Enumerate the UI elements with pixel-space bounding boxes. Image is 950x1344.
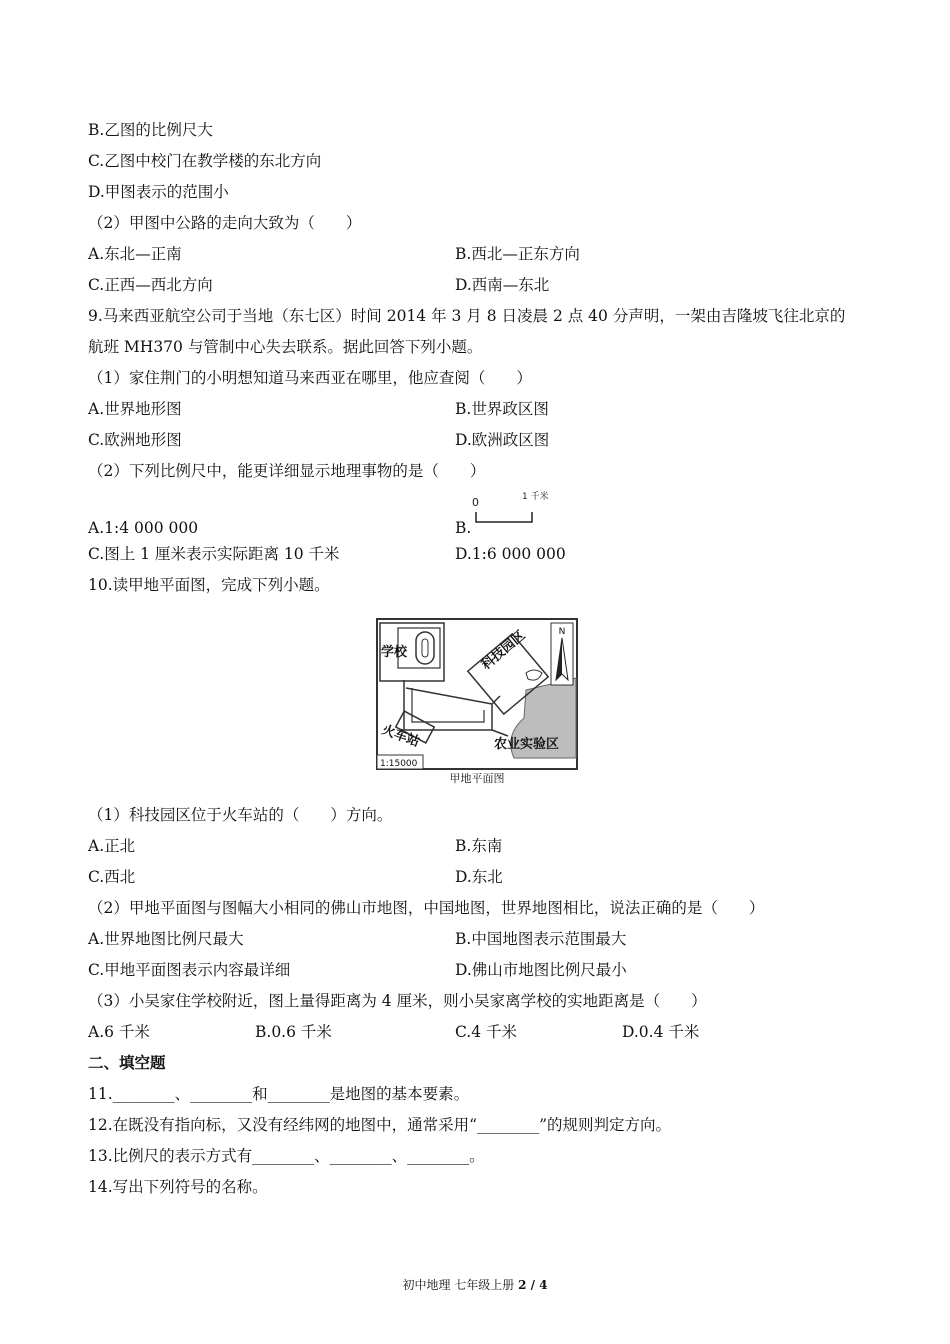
q10-sub2-option-a: A.世界地图比例尺最大 (88, 930, 244, 948)
q10-sub1-option-a: A.正北 (88, 837, 136, 855)
line-scale-figure (470, 490, 570, 530)
q9-sub1-option-a: A.世界地形图 (88, 400, 182, 418)
tech-park-label: 科技园区 (478, 628, 529, 674)
agri-zone-label: 农业实验区 (494, 737, 560, 752)
page-footer (0, 1277, 950, 1293)
q10-sub2-option-c: C.甲地平面图表示内容最详细 (88, 961, 291, 979)
q9-sub2-option-a: A.1:4 000 000 (88, 519, 199, 537)
q10-sub3-option-b: B.0.6 千米 (255, 1023, 332, 1041)
q10-sub3-option-d: D.0.4 千米 (622, 1023, 700, 1041)
q9-sub1-option-d: D.欧洲政区图 (455, 431, 550, 449)
q11-text: 11.________、________和________是地图的基本要素。 (88, 1085, 470, 1103)
scale-zero-label: 0 (472, 496, 479, 509)
page-number: 2 / 4 (518, 1278, 548, 1292)
plan-map (376, 618, 578, 770)
school-label: 学校 (381, 645, 408, 660)
map-caption: 甲地平面图 (449, 772, 505, 785)
q9-sub2-question: （2）下列比例尺中，能更详细显示地理事物的是（ ） (88, 462, 486, 480)
q8-sub2-option-b: B.西北—正东方向 (455, 245, 580, 263)
q8-sub2-option-d: D.西南—东北 (455, 276, 550, 294)
q9-sub2-option-d: D.1:6 000 000 (455, 545, 566, 563)
q9-sub1-option-c: C.欧洲地形图 (88, 431, 182, 449)
q9-sub1-option-b: B.世界政区图 (455, 400, 549, 418)
q10-sub2-question: （2）甲地平面图与图幅大小相同的佛山市地图，中国地图，世界地图相比，说法正确的是（ ） (88, 899, 765, 917)
footer-text: 初中地理 七年级上册 (402, 1278, 519, 1292)
q10-sub1-option-b: B.东南 (455, 837, 503, 855)
q10-sub1-option-d: D.东北 (455, 868, 503, 886)
q9-sub2-option-c: C.图上 1 厘米表示实际距离 10 千米 (88, 545, 340, 563)
q10-sub1-question: （1）科技园区位于火车站的（ ）方向。 (88, 806, 393, 824)
q10-sub3-option-a: A.6 千米 (88, 1023, 150, 1041)
scale-bar-line (476, 512, 532, 522)
q9-stem-line2: 航班 MH370 与管制中心失去联系。据此回答下列小题。 (88, 338, 483, 356)
q12-text: 12.在既没有指向标，又没有经纬网的地图中，通常采用“________”的规则判定方向。 (88, 1116, 672, 1134)
q9-stem-line1: 9.马来西亚航空公司于当地（东七区）时间 2014 年 3 月 8 日凌晨 2 点 40 分声明，一架由吉隆坡飞往北京的 (88, 307, 846, 325)
q10-sub1-option-c: C.西北 (88, 868, 136, 886)
section-heading: 二、填空题 (88, 1054, 166, 1072)
q10-sub3-question: （3）小吴家住学校附近，图上量得距离为 4 厘米，则小吴家离学校的实地距离是（ ） (88, 992, 707, 1010)
q8-sub2-question: （2）甲图中公路的走向大致为（ ） (88, 214, 362, 232)
q14-text: 14.写出下列符号的名称。 (88, 1178, 268, 1196)
q9-sub1-question: （1）家住荆门的小明想知道马来西亚在哪里，他应查阅（ ） (88, 369, 532, 387)
q10-sub2-option-d: D.佛山市地图比例尺最小 (455, 961, 627, 979)
q9-sub2-option-b: B. (455, 519, 472, 537)
q8-sub2-option-a: A.东北—正南 (88, 245, 182, 263)
q8-option-b: B.乙图的比例尺大 (88, 121, 213, 139)
q8-sub2-option-c: C.正西—西北方向 (88, 276, 213, 294)
q8-option-c: C.乙图中校门在教学楼的东北方向 (88, 152, 322, 170)
scale-end-label: 1 千米 (522, 492, 549, 502)
q10-stem: 10.读甲地平面图，完成下列小题。 (88, 576, 330, 594)
q10-sub3-option-c: C.4 千米 (455, 1023, 518, 1041)
station-label: 火车站 (379, 722, 422, 751)
q13-text: 13.比例尺的表示方式有________、________、________。 (88, 1147, 485, 1165)
map-scale-label: 1:15000 (380, 759, 418, 769)
q10-sub2-option-b: B.中国地图表示范围最大 (455, 930, 627, 948)
q8-option-d: D.甲图表示的范围小 (88, 183, 229, 201)
north-label: N (558, 627, 566, 637)
